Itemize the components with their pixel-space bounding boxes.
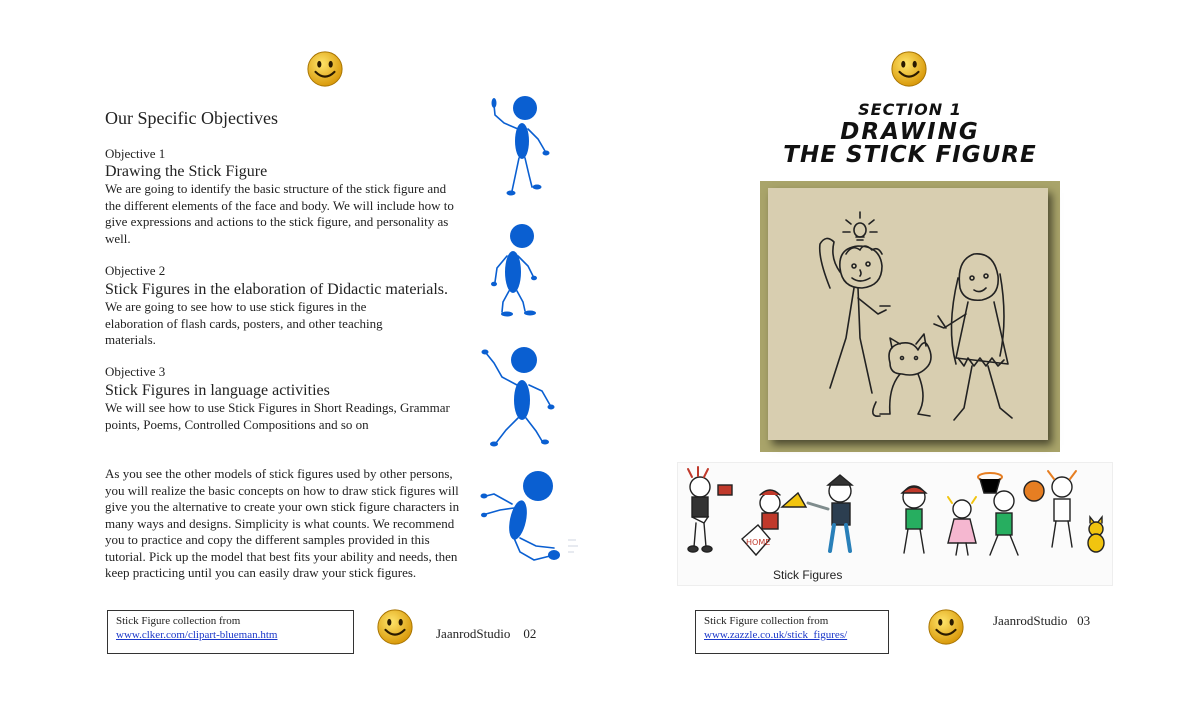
credit-label: Stick Figure collection from xyxy=(704,615,829,627)
objective-2-label: Objective 2 xyxy=(105,263,166,278)
credit-box-left xyxy=(107,610,354,654)
banner-caption: Stick Figures xyxy=(773,568,843,582)
blue-stickman-pointing xyxy=(480,95,550,200)
objective-3-label: Objective 3 xyxy=(105,364,166,379)
objective-1-title: Drawing the Stick Figure xyxy=(105,163,268,180)
stick-figure-sketch xyxy=(768,188,1048,440)
objective-3-text: We will see how to use Stick Figures in Short Readings, Grammar points, Poems, Controlled Compositions and so on xyxy=(105,400,450,432)
sketch-frame xyxy=(760,181,1060,452)
blue-stickman-standing xyxy=(485,222,555,322)
credit-label: Stick Figure collection from xyxy=(116,615,241,627)
smiley-icon xyxy=(890,50,928,88)
page-footer-right: JaanrodStudio 03 xyxy=(993,613,1091,628)
blue-stickman-waving xyxy=(480,345,560,450)
section-title-line2: THE STICK FIGURE xyxy=(783,142,1037,168)
objective-1-text: We are going to identify the basic structure of the stick figure and the different elements of the face and body. We will include how to give expressions and actions to the stick figure, and personality as well. xyxy=(105,181,454,246)
credit-link-zazzle[interactable]: www.zazzle.co.uk/stick_figures/ xyxy=(704,629,848,641)
svg-text:HOME: HOME xyxy=(746,538,771,547)
kids-stick-figures-banner xyxy=(677,462,1113,586)
section-label: SECTION 1 xyxy=(858,100,962,119)
smiley-icon xyxy=(927,608,965,646)
sketch-paper xyxy=(768,188,1048,440)
closing-paragraph: As you see the other models of stick figures used by other persons, you will realize the basic concepts on how to draw stick figures will give you the alternative to create your own stick figure characters in many ways and designs. Simplicity is what counts. We recommend you to practice and copy the different samples provided in this tutorial. Pick up the model that best fits your ability and needs, then keep practicing until you can easily draw your stick figures. xyxy=(105,466,460,580)
credit-link-clker[interactable]: www.clker.com/clipart-blueman.htm xyxy=(116,629,278,641)
section-title-line1: DRAWING xyxy=(840,119,980,145)
smiley-icon xyxy=(376,608,414,646)
smiley-icon xyxy=(306,50,344,88)
objective-2-title: Stick Figures in the elaboration of Didactic materials. xyxy=(105,281,449,298)
colored-kids-illustration xyxy=(678,463,1112,585)
page-footer-left: JaanrodStudio 02 xyxy=(436,626,537,641)
blue-stickman-walking xyxy=(474,468,584,573)
objective-1-label: Objective 1 xyxy=(105,146,166,161)
objective-2-text: We are going to see how to use stick figures in the elaboration of flash cards, posters, and other teaching materials. xyxy=(105,299,383,347)
credit-box-right xyxy=(695,610,889,654)
objective-3-title: Stick Figures in language activities xyxy=(105,382,330,399)
page-heading: Our Specific Objectives xyxy=(105,108,278,128)
